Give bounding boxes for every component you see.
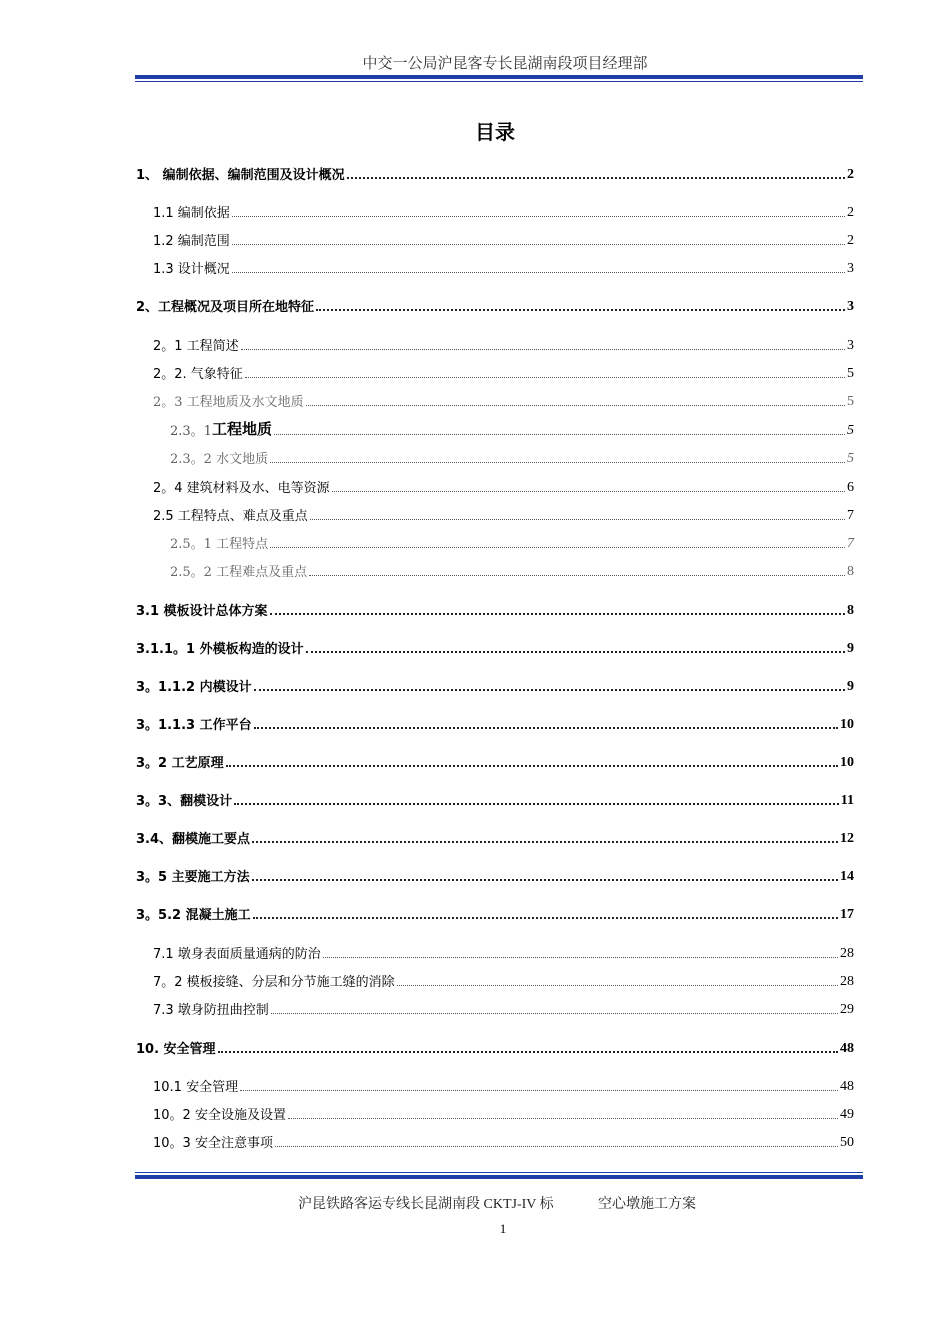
toc-entry-page: 48 bbox=[840, 1041, 854, 1056]
toc-entry-label: 1.2 编制范围 bbox=[153, 234, 230, 249]
toc-entry-page: 50 bbox=[840, 1135, 854, 1150]
toc-entry-label: 3。3、翻模设计 bbox=[136, 794, 233, 809]
toc-entry-label: 3。2 工艺原理 bbox=[136, 756, 224, 771]
toc-entry-label: 3.1 模板设计总体方案 bbox=[136, 604, 268, 619]
toc-entry-label: 10。3 安全注意事项 bbox=[153, 1136, 273, 1151]
toc-entry-page: 7 bbox=[847, 508, 854, 523]
toc-entry[interactable] bbox=[136, 165, 854, 183]
toc-entry-page: 5 bbox=[847, 451, 854, 466]
toc-entry[interactable] bbox=[136, 791, 854, 809]
toc-entry[interactable] bbox=[153, 392, 854, 410]
toc-entry-label: 2。3 工程地质及水文地质 bbox=[153, 395, 304, 410]
toc-entry-label: 2。4 建筑材料及水、电等资源 bbox=[153, 481, 330, 496]
toc-entry-page: 2 bbox=[847, 233, 854, 248]
toc-entry[interactable] bbox=[136, 639, 854, 657]
toc-entry-label: 2、工程概况及项目所在地特征 bbox=[136, 300, 315, 315]
toc-entry[interactable] bbox=[153, 1077, 854, 1095]
toc-entry-page: 29 bbox=[840, 1002, 854, 1017]
toc-entry[interactable] bbox=[153, 203, 854, 221]
toc-entry-page: 3 bbox=[847, 338, 854, 353]
toc-entry[interactable] bbox=[170, 534, 854, 552]
toc-entry-page: 12 bbox=[840, 831, 854, 846]
toc-entry-page: 10 bbox=[840, 717, 854, 732]
toc-entry-label: 7.3 墩身防扭曲控制 bbox=[153, 1003, 269, 1018]
toc-entry-label: 2.5 工程特点、难点及重点 bbox=[153, 509, 308, 524]
toc-entry-page: 5 bbox=[847, 394, 854, 409]
toc-entry[interactable] bbox=[170, 421, 854, 439]
toc-entry-label: 1.3 设计概况 bbox=[153, 262, 230, 277]
toc-entry[interactable] bbox=[136, 1039, 854, 1057]
toc-entry-label: 3。5 主要施工方法 bbox=[136, 870, 250, 885]
toc-entry[interactable] bbox=[153, 364, 854, 382]
toc-entry-label: 2.5。2 工程难点及重点 bbox=[170, 565, 308, 580]
toc-entry-label: 10。2 安全设施及设置 bbox=[153, 1108, 286, 1123]
toc-entry[interactable] bbox=[170, 562, 854, 580]
toc-entry-label: 7.1 墩身表面质量通病的防治 bbox=[153, 947, 321, 962]
toc-entry-page: 17 bbox=[840, 907, 854, 922]
toc-entry-page: 9 bbox=[847, 679, 854, 694]
toc-entry-label: 3。5.2 混凝土施工 bbox=[136, 908, 251, 923]
toc-entry-page: 7 bbox=[847, 536, 854, 551]
toc-entry-label: 1.1 编制依据 bbox=[153, 206, 230, 221]
toc-entry-label: 7。2 模板接缝、分层和分节施工缝的消除 bbox=[153, 975, 395, 990]
toc-entry-page: 2 bbox=[847, 205, 854, 220]
toc-entry[interactable] bbox=[136, 905, 854, 923]
toc-entry-page: 9 bbox=[847, 641, 854, 656]
toc-entry-page: 3 bbox=[847, 261, 854, 276]
toc-entry[interactable] bbox=[153, 336, 854, 354]
toc-entry[interactable] bbox=[153, 478, 854, 496]
page-title: 目录 bbox=[475, 120, 515, 144]
toc-entry-page: 49 bbox=[840, 1107, 854, 1122]
footer-project: 沪昆铁路客运专线长昆湖南段 CKTJ-IV 标 bbox=[298, 1197, 554, 1212]
toc-entry-page: 28 bbox=[840, 974, 854, 989]
toc-entry[interactable] bbox=[136, 715, 854, 733]
toc-entry[interactable] bbox=[153, 506, 854, 524]
toc-entry-page: 8 bbox=[847, 603, 854, 618]
toc-entry[interactable] bbox=[153, 1000, 854, 1018]
toc-entry[interactable] bbox=[136, 753, 854, 771]
toc-entry[interactable] bbox=[153, 944, 854, 962]
toc-entry[interactable] bbox=[136, 867, 854, 885]
footer-document-title: 空心墩施工方案 bbox=[598, 1197, 696, 1212]
toc-entry[interactable] bbox=[153, 1105, 854, 1123]
toc-entry[interactable] bbox=[153, 259, 854, 277]
toc-entry-label-prefix: 2.3。1 bbox=[170, 424, 212, 439]
toc-entry[interactable] bbox=[153, 1133, 854, 1151]
toc-entry-label: 2。2. 气象特征 bbox=[153, 367, 243, 382]
toc-entry-label: 3.4、翻模施工要点 bbox=[136, 832, 251, 847]
toc-entry-page: 6 bbox=[847, 480, 854, 495]
toc-entry-label: 2。1 工程简述 bbox=[153, 339, 239, 354]
toc-entry[interactable] bbox=[153, 972, 854, 990]
footer-rule bbox=[135, 1172, 863, 1179]
toc-entry-label: 10.1 安全管理 bbox=[153, 1080, 239, 1095]
toc-entry-label-strong: 工程地质 bbox=[211, 420, 272, 438]
toc-entry-label: 10. 安全管理 bbox=[136, 1042, 216, 1057]
toc-entry-page: 5 bbox=[847, 366, 854, 381]
toc-entry-label: 2.5。1 工程特点 bbox=[170, 537, 269, 552]
toc-entry-label: 1、 编制依据、编制范围及设计概况 bbox=[136, 168, 345, 183]
toc-entry-page: 8 bbox=[847, 564, 854, 579]
toc-entry[interactable] bbox=[136, 677, 854, 695]
header-text: 中交一公局沪昆客专长昆湖南段项目经理部 bbox=[362, 54, 648, 72]
toc-entry-page: 11 bbox=[840, 793, 854, 808]
toc-entry-label: 3。1.1.3 工作平台 bbox=[136, 718, 252, 733]
toc-entry[interactable] bbox=[170, 449, 854, 467]
toc-entry-label: 2.3。2 水文地质 bbox=[170, 452, 269, 467]
toc-entry-page: 3 bbox=[847, 299, 854, 314]
toc-entry-page: 2 bbox=[847, 167, 854, 182]
toc-entry-label: 3.1.1。1 外模板构造的设计 bbox=[136, 642, 304, 657]
toc-entry[interactable] bbox=[153, 231, 854, 249]
toc-entry-label: 3。1.1.2 内模设计 bbox=[136, 680, 252, 695]
toc-entry[interactable] bbox=[136, 829, 854, 847]
toc-entry-page: 48 bbox=[840, 1079, 854, 1094]
page-number: 1 bbox=[499, 1221, 507, 1236]
toc-entry[interactable] bbox=[136, 601, 854, 619]
toc-entry-page: 28 bbox=[840, 946, 854, 961]
toc-entry-page: 5 bbox=[847, 423, 854, 438]
toc-entry-page: 10 bbox=[840, 755, 854, 770]
toc-entry-page: 14 bbox=[840, 869, 854, 884]
toc-entry[interactable] bbox=[136, 297, 854, 315]
